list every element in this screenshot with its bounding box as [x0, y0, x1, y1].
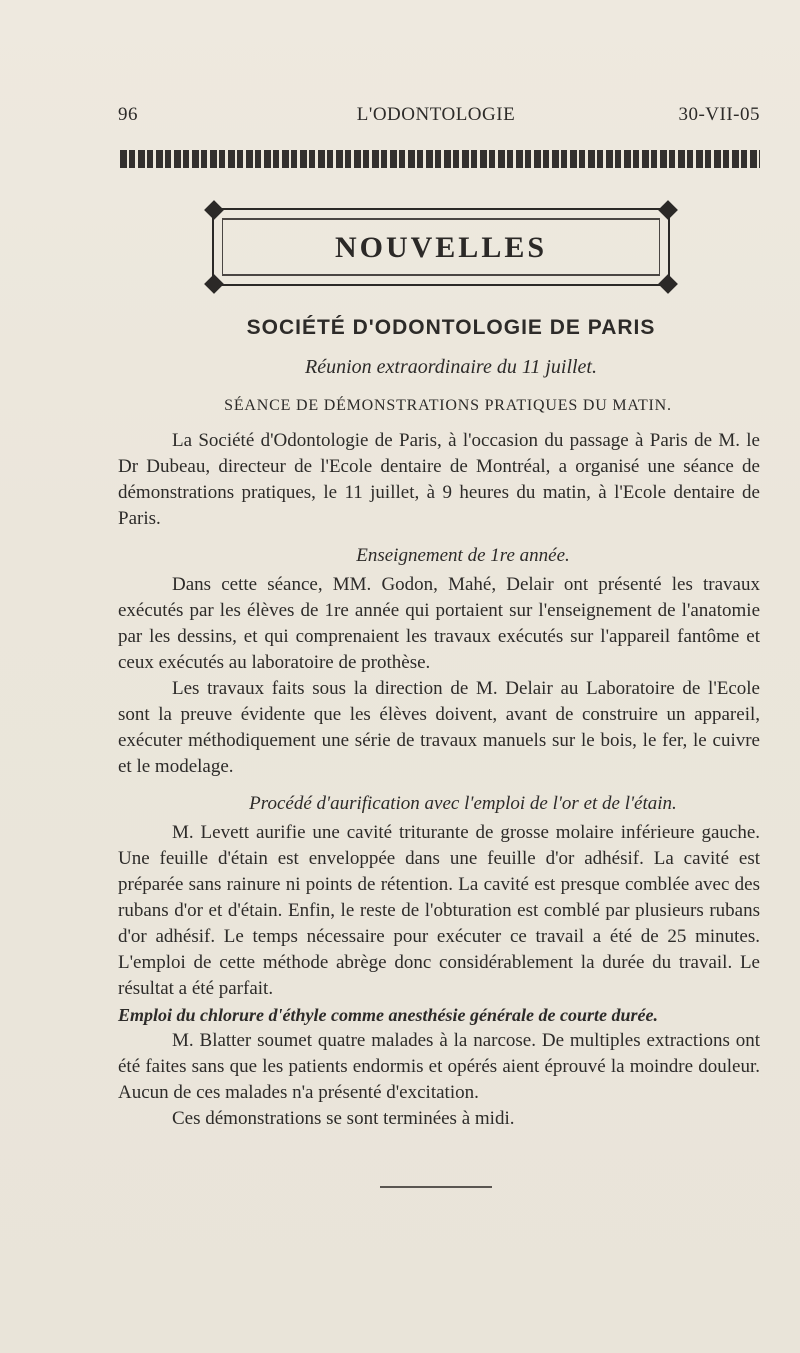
- ornament-corner-icon: [204, 274, 224, 294]
- paragraph: M. Levett aurifie une cavité triturante de grosse molaire inférieure gauche. Une feuille d'étain est enveloppée dans une feuille d'or adhésif. La cavité est préparée sans rainure ni points de rétention. La cavité est presque comblée avec des rubans d'or et d'étain. Enfin, le reste de l'obturation est comblé par plusieurs rubans d'or adhésif. Le temps nécessaire pour exécuter ce travail a été de 25 minutes. L'emploi de cette méthode abrège donc considérablement la durée du travail. Le résultat a été parfait.: [118, 822, 760, 999]
- paragraph: Les travaux faits sous la direction de M. Delair au Laboratoire de l'Ecole sont la preuve évidente que les élèves doivent, avant de construire un appareil, exécuter méthodiquement une série de travaux manuels sur le bois, le fer, le cuivre et le modelage.: [118, 678, 760, 777]
- closing-rule: [380, 1186, 492, 1188]
- society-heading: SOCIÉTÉ D'ODONTOLOGIE DE PARIS: [246, 316, 656, 339]
- section-title: NOUVELLES: [334, 231, 548, 264]
- article-body: [118, 312, 760, 1132]
- subhead-aurification: Procédé d'aurification avec l'emploi de l'or et de l'étain.: [249, 793, 677, 814]
- paragraph: M. Blatter soumet quatre malades à la narcose. De multiples extractions ont été faites sans que les patients endormis et opérés aient éprouvé la moindre douleur. Aucun de ces malades n'a présenté d'excitation.: [118, 1030, 760, 1103]
- subhead-enseignement: Enseignement de 1re année.: [356, 545, 570, 566]
- running-head: [112, 102, 760, 132]
- paragraph: Ces démonstrations se sont terminées à midi.: [172, 1108, 515, 1129]
- issue-date: 30-VII-05: [678, 104, 760, 125]
- paragraph: La Société d'Odontologie de Paris, à l'occasion du passage à Paris de M. le Dr Dubeau, directeur de l'Ecole dentaire de Montréal, a organisé une séance de démonstrations pratiques, le 11 juillet, à 9 heures du matin, à l'Ecole dentaire de Paris.: [118, 430, 760, 529]
- section-title-frame: [212, 208, 670, 286]
- page-number: 96: [118, 104, 138, 125]
- ornament-corner-icon: [658, 200, 678, 220]
- seance-heading: SÉANCE DE DÉMONSTRATIONS PRATIQUES DU MATIN.: [224, 397, 672, 414]
- meeting-subtitle: Réunion extraordinaire du 11 juillet.: [305, 356, 597, 378]
- subhead-chlorure: Emploi du chlorure d'éthyle comme anesthésie générale de courte durée.: [118, 1005, 658, 1025]
- journal-title: L'ODONTOLOGIE: [356, 104, 516, 125]
- paragraph: Dans cette séance, MM. Godon, Mahé, Delair ont présenté les travaux exécutés par les élèves de 1re année qui portaient sur l'enseignement de l'anatomie par les dessins, et qui comprenaient les travaux exécutés sur l'appareil fantôme et ceux exécutés au laboratoire de prothèse.: [118, 574, 760, 673]
- ornament-corner-icon: [204, 200, 224, 220]
- ornament-corner-icon: [658, 274, 678, 294]
- decorative-border-band: [120, 150, 760, 168]
